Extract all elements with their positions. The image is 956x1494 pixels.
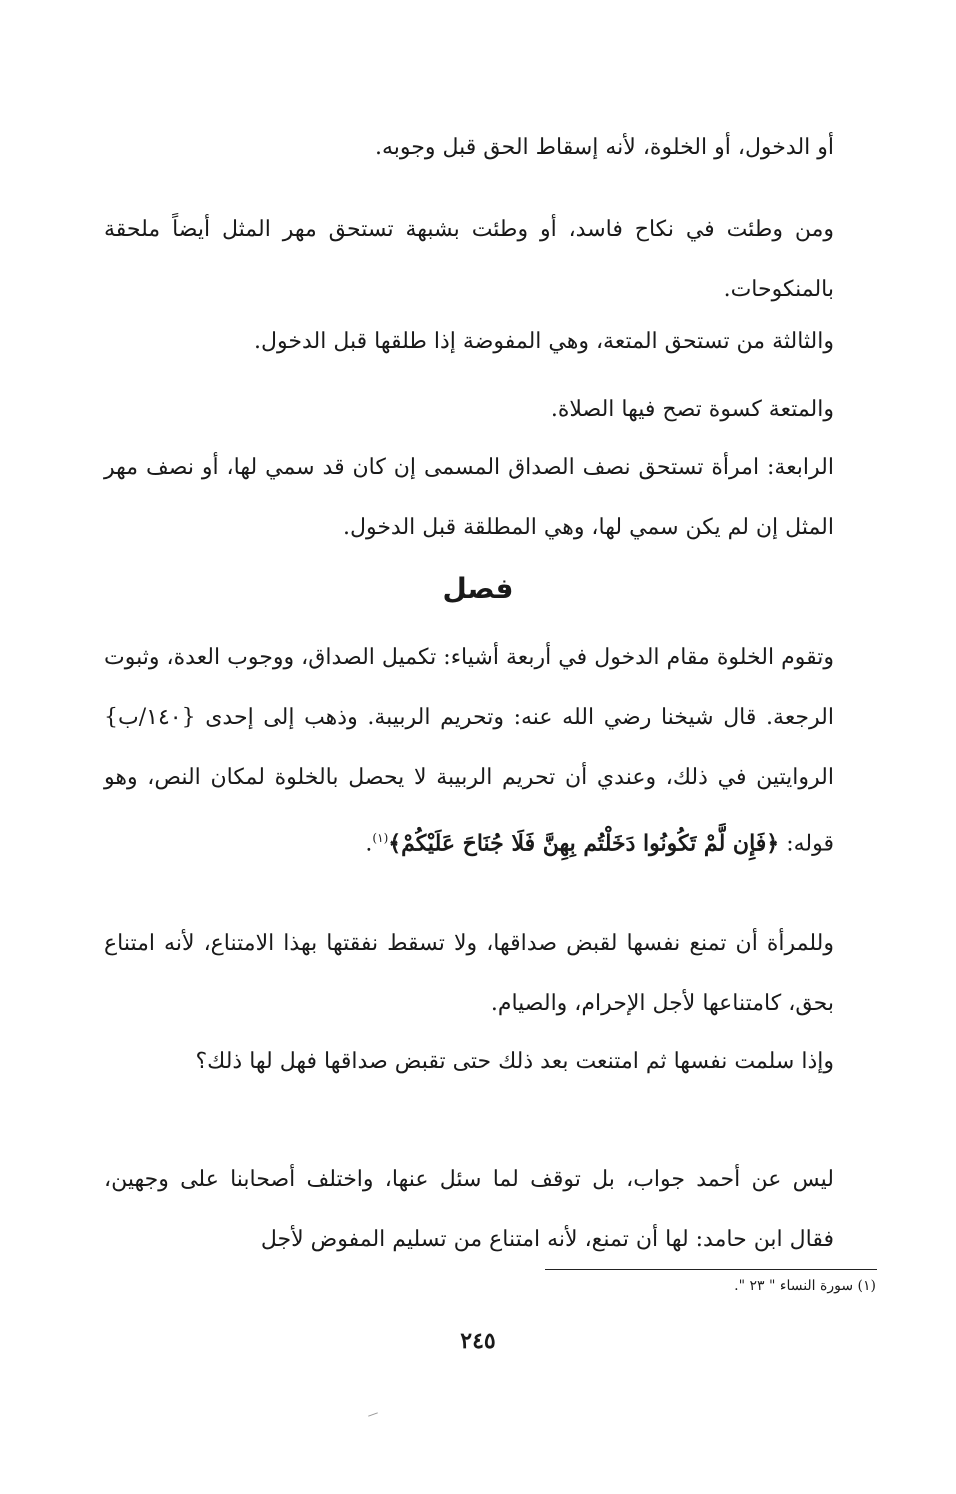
paragraph-2 xyxy=(104,200,834,320)
paragraph-1-text: أو الدخول، أو الخلوة، لأنه إسقاط الحق قبل وجوبه. xyxy=(375,135,834,160)
paragraph-4-text: والمتعة كسوة تصح فيها الصلاة. xyxy=(550,397,834,422)
scan-mark xyxy=(368,1412,378,1416)
footnote-separator xyxy=(545,1269,877,1270)
section-paragraph-2 xyxy=(104,914,834,1034)
section-heading: فصل xyxy=(442,572,514,605)
quran-quote: ﴿فَإِن لَّمْ تَكُونُوا دَخَلْتُم بِهِنَّ فَلَا جُنَاحَ عَلَيْكُمْ﴾ xyxy=(388,830,780,857)
paragraph-3-text: والثالثة من تستحق المتعة، وهي المفوضة إذا طلقها قبل الدخول. xyxy=(254,329,834,354)
section-paragraph-4 xyxy=(104,1150,834,1270)
paragraph-2-text: ومن وطئت في نكاح فاسد، أو وطئت بشبهة تستحق مهر المثل أيضاً ملحقة بالمنكوحات. xyxy=(104,217,834,302)
footnote-reference: (١) xyxy=(372,831,389,845)
section-paragraph-4-text: ليس عن أحمد جواب، بل توقف لما سئل عنها، واختلف أصحابنا على وجهين، فقال ابن حامد: لها أن تمنع، لأنه امتناع من تسليم المفوض لأجل xyxy=(104,1167,834,1252)
section-paragraph-1-end: . xyxy=(365,831,373,857)
paragraph-1 xyxy=(104,118,834,178)
section-paragraph-1-text: وتقوم الخلوة مقام الدخول في أربعة أشياء: تكميل الصداق، ووجوب العدة، وثبوت الرجعة. قال شيخنا رضي الله عنه: وتحريم الربيبة. وذهب إلى إحدى {١٤٠/ب} الروايتين في ذلك، وعندي أن تحريم الربيبة لا يحصل بالخلوة لمكان النص، وهو قوله: xyxy=(104,645,834,857)
page-number: ٢٤٥ xyxy=(460,1328,496,1354)
section-paragraph-3 xyxy=(104,1032,834,1092)
section-paragraph-1 xyxy=(104,628,834,874)
section-paragraph-3-text: وإذا سلمت نفسها ثم امتنعت بعد ذلك حتى تقبض صداقها فهل لها ذلك؟ xyxy=(195,1049,834,1074)
paragraph-5-text: الرابعة: امرأة تستحق نصف الصداق المسمى إن كان قد سمي لها، أو نصف مهر المثل إن لم يكن سمي لها، وهي المطلقة قبل الدخول. xyxy=(104,455,834,540)
paragraph-4 xyxy=(104,380,834,440)
footnote: (١) سورة النساء " ٢٣ ". xyxy=(734,1278,876,1294)
paragraph-3 xyxy=(104,312,834,372)
paragraph-5 xyxy=(104,438,834,558)
section-paragraph-2-text: وللمرأة أن تمنع نفسها لقبض صداقها، ولا تسقط نفقتها بهذا الامتناع، لأنه امتناع بحق، كامتناعها لأجل الإحرام، والصيام. xyxy=(104,931,834,1016)
